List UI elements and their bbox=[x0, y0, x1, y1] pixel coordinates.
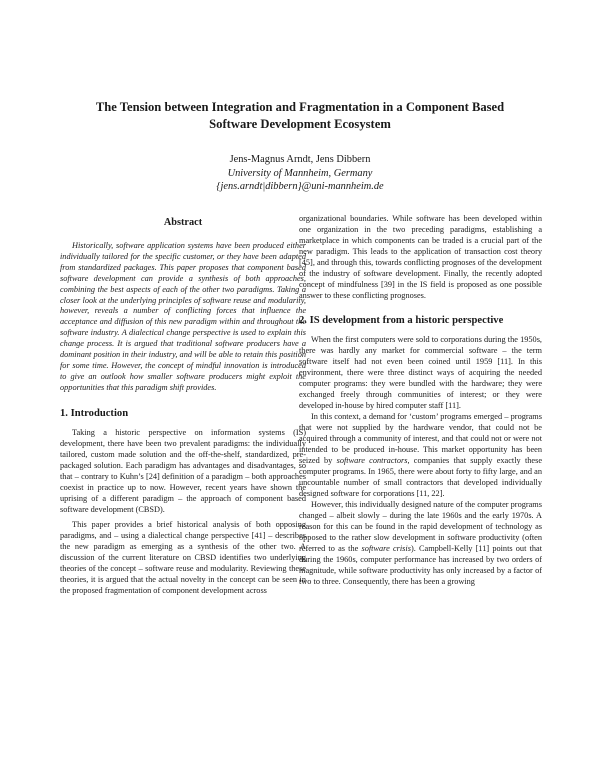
abstract-text: Historically, software application systems have been produced either individually tailored for the specific customer, or they have been adapted from standardized packages. This paper proposes that component based software development can provide a synthesis of both approaches, combining the best aspects of each of the other two paradigms. Taking a closer look at the underlying principles of software reuse and modularity, however, reveals a number of conflicting forces that influence the acceptance and diffusion of this new paradigm within and throughout the software industry. A dialectical change perspective is used to explain this change process. It is argued that traditional software producers have a dominant position in their industry, and will be able to retain this position for some time. However, the concept of mindful innovation is introduced to give an outlook how smaller software producers might exploit the opportunities that this paradigm shift provides. bbox=[60, 241, 306, 392]
emphasis-software-crisis: software crisis bbox=[361, 544, 411, 553]
introduction-heading: 1. Introduction bbox=[60, 407, 129, 419]
section-2-paragraph-1: When the first computers were sold to corporations during the 1950s, there was hardly any market for commercial software – the term software itself had not even been coined until 1959 [11]. In this environment, there were three distinct ways of acquiring the needed computer programs: they were bundled with the hardware; they were exchanged freely through communities of interest; or they were developed in-house by hired computer staff [11]. bbox=[299, 335, 542, 410]
section-2-heading: 2. IS development from a historic perspective bbox=[299, 315, 504, 326]
title-line-1: The Tension between Integration and Fragmentation in a Component Based bbox=[95, 100, 505, 114]
intro-paragraph-1: Taking a historic perspective on information systems (IS) development, there have been two prevalent paradigms: the individually tailored, custom made solution and the off-the-shelf, standardized, pre-packaged solution. Each paradigm has advantages and disadvantages, so that – contrary to Kuhn’s [24] definition of a paradigm – both approaches coexist in practice up to now. However, recent years have shown the uprising of a different paradigm – the approach of component based software development (CBSD). bbox=[60, 427, 306, 514]
section-2-paragraph-3: However, this individually designed nature of the computer programs changed – albeit slowly – during the late 1960s and the early 1970s. A reason for this can be found in the rapid development of technology as opposed to the rather slow development in software productivity (often referred to as the software crisis). Campbell-Kelly [11] points out that during the 1960s, computer performance has increased by two orders of magnitude, while software productivity has only increased by a factor of two to three. Consequently, there has been a growing bbox=[299, 500, 543, 586]
author-block bbox=[100, 153, 500, 194]
title-line-2: Software Development Ecosystem bbox=[209, 117, 391, 131]
introduction-section bbox=[60, 407, 306, 596]
intro-paragraph-2: This paper provides a brief historical analysis of both opposing paradigms, and – using a dialectical change perspective [41] – describes the new paradigm as emerging as a synthesis of the other two. A discussion of the current literature on CBSD identifies two underlying theories of the concept – software reuse and modularity. Reviewing these theories, it is argued that the actual novelty in the concept can be seen in the proposed fragmentation of component development across bbox=[60, 519, 306, 595]
paper-title bbox=[60, 99, 540, 133]
abstract-heading: Abstract bbox=[163, 217, 203, 228]
emphasis-software-contractors: software contractors bbox=[336, 456, 408, 465]
right-column bbox=[299, 213, 542, 587]
intro-continuation-paragraph: organizational boundaries. While software has been developed within one organization in the two preceding paradigms, establishing a marketplace in which components can be traded is a crucial part of the new paradigm. This leads to the application of transaction cost theory [45], and through this, towards conflicting prognoses of the development of the industry of software development. Finally, the recently adopted concept of mindfulness [39] in the IS field is proposed as one possible answer to these conflicting prognoses. bbox=[299, 214, 542, 300]
section-2-paragraph-2: In this context, a demand for ‘custom’ programs emerged – programs that were not supplied by the hardware vendor, that could not be acquired through a community of interest, and that could not or were not intended to be produced in-house. This market opportunity has been seized by software contractors, companies that supply exactly these computer programs. In 1965, there were about forty to fifty large, and an uncountable number of small contractors that developed individually designed software for corporations [11, 22]. bbox=[299, 412, 542, 498]
abstract-section bbox=[60, 216, 306, 394]
author-names: Jens-Magnus Arndt, Jens Dibbern bbox=[229, 154, 371, 165]
author-email: {jens.arndt|dibbern}@uni-mannheim.de bbox=[216, 181, 384, 192]
author-affiliation: University of Mannheim, Germany bbox=[227, 167, 373, 179]
left-column bbox=[60, 216, 306, 596]
